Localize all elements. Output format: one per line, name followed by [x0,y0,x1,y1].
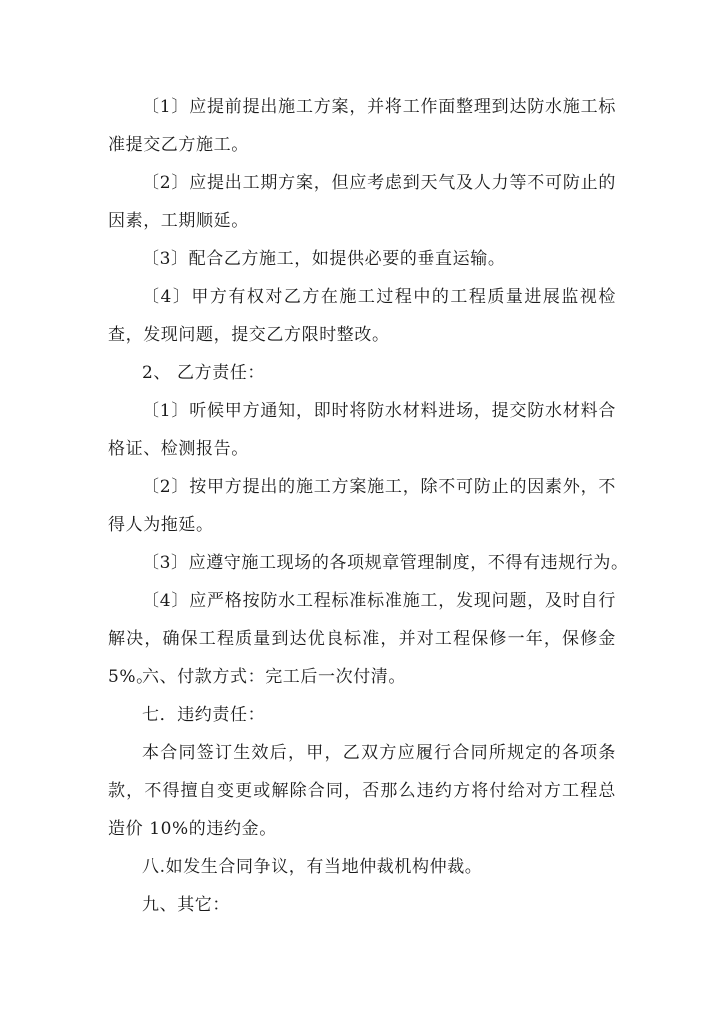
paragraph-party-b-duty-1: 〔1〕听候甲方通知，即时将防水材料进场，提交防水材料合格证、检测报告。 [108,401,616,459]
paragraph-party-b-duty-4: 〔4〕应严格按防水工程标准标准施工，发现问题，及时自行解决，确保工程质量到达优良标准，并对工程保修一年，保修金 5%。 [108,591,616,687]
section-heading-payment: 六、付款方式：完工后一次付清。 [142,667,406,687]
section-heading-party-b: 2、 乙方责任： [142,363,266,383]
paragraph-party-a-duty-3: 〔3〕配合乙方施工，如提供必要的垂直运输。 [142,249,506,269]
paragraph-liability-terms: 本合同签订生效后，甲，乙双方应履行合同所规定的各项条款，不得擅自变更或解除合同，否那么违约方将付给对方工程总造价 10%的违约金。 [108,743,616,839]
section-heading-liability: 七．违约责任： [142,705,266,725]
paragraph-party-a-duty-4: 〔4〕甲方有权对乙方在施工过程中的工程质量进展监视检查，发现问题，提交乙方限时整改。 [108,287,616,345]
paragraph-party-b-duty-3: 〔3〕应遵守施工现场的各项规章管理制度，不得有违规行为。 [142,553,629,573]
paragraph-party-b-duty-2: 〔2〕按甲方提出的施工方案施工，除不可防止的因素外，不得人为拖延。 [108,477,616,535]
section-heading-dispute: 八.如发生合同争议，有当地仲裁机构仲裁。 [142,857,483,877]
section-heading-other: 九、其它： [142,895,230,915]
paragraph-party-a-duty-2: 〔2〕应提出工期方案，但应考虑到天气及人力等不可防止的因素，工期顺延。 [108,173,616,231]
paragraph-party-a-duty-1: 〔1〕应提前提出施工方案，并将工作面整理到达防水施工标准提交乙方施工。 [108,97,616,155]
